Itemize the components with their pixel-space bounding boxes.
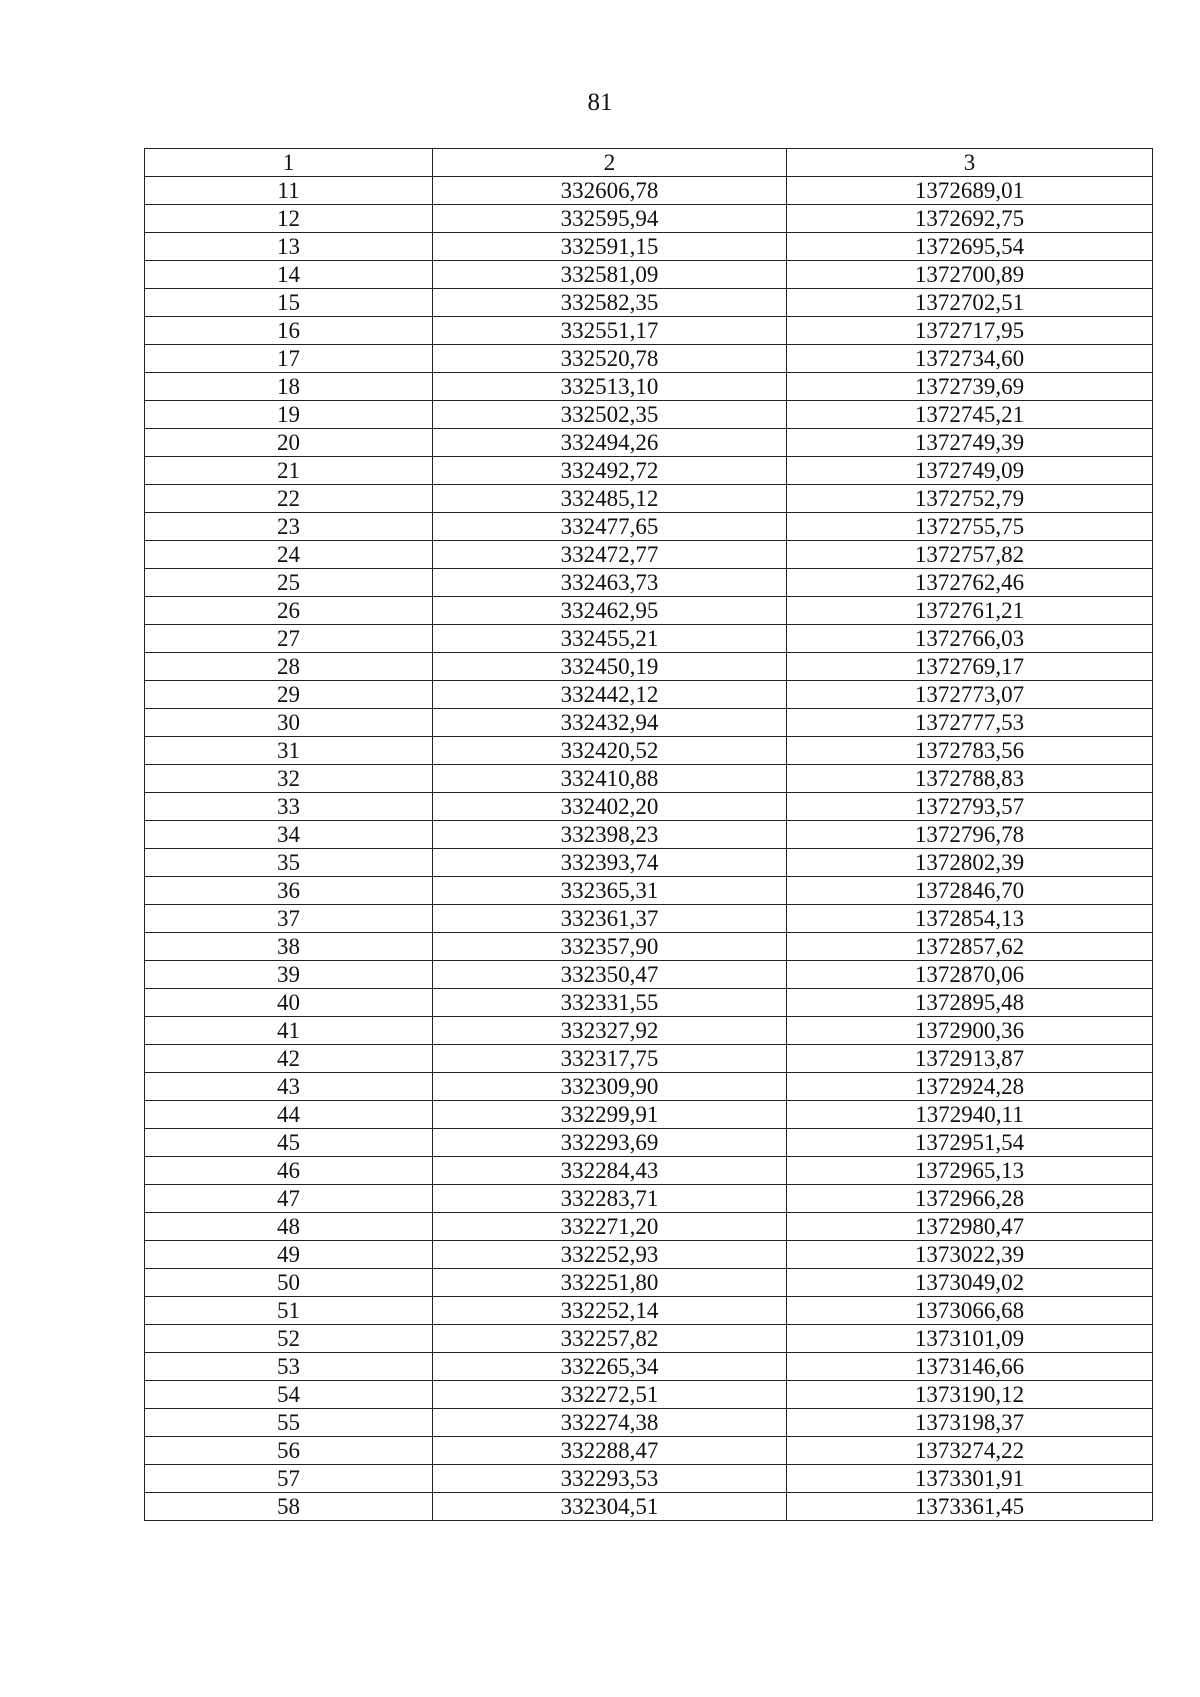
table-row	[145, 317, 1153, 345]
table-row	[145, 1073, 1153, 1101]
coordinate-y-cell: 1372773,07	[787, 681, 1153, 709]
coordinates-table	[144, 148, 1153, 1521]
table-row	[145, 1241, 1153, 1269]
table-row	[145, 821, 1153, 849]
table-row	[145, 793, 1153, 821]
table-row	[145, 345, 1153, 373]
coordinate-y-cell: 1373146,66	[787, 1353, 1153, 1381]
table-row	[145, 373, 1153, 401]
coordinate-y-cell: 1372796,78	[787, 821, 1153, 849]
point-number-cell: 57	[145, 1465, 433, 1493]
header-cell-2: 2	[433, 149, 787, 177]
point-number-cell: 44	[145, 1101, 433, 1129]
coordinate-y-cell: 1372752,79	[787, 485, 1153, 513]
coordinate-y-cell: 1372854,13	[787, 905, 1153, 933]
table-row	[145, 1325, 1153, 1353]
point-number-cell: 20	[145, 429, 433, 457]
coordinate-y-cell: 1372689,01	[787, 177, 1153, 205]
coordinate-y-cell: 1372745,21	[787, 401, 1153, 429]
table-row	[145, 1269, 1153, 1297]
coordinate-x-cell: 332551,17	[433, 317, 787, 345]
coordinate-x-cell: 332513,10	[433, 373, 787, 401]
coordinate-y-cell: 1372766,03	[787, 625, 1153, 653]
coordinate-x-cell: 332293,53	[433, 1465, 787, 1493]
table-row	[145, 877, 1153, 905]
coordinate-x-cell: 332581,09	[433, 261, 787, 289]
coordinate-x-cell: 332288,47	[433, 1437, 787, 1465]
point-number-cell: 50	[145, 1269, 433, 1297]
coordinate-y-cell: 1372769,17	[787, 653, 1153, 681]
coordinate-y-cell: 1373101,09	[787, 1325, 1153, 1353]
coordinate-x-cell: 332274,38	[433, 1409, 787, 1437]
coordinate-y-cell: 1372951,54	[787, 1129, 1153, 1157]
point-number-cell: 12	[145, 205, 433, 233]
coordinate-y-cell: 1372749,39	[787, 429, 1153, 457]
table-row	[145, 1101, 1153, 1129]
point-number-cell: 42	[145, 1045, 433, 1073]
coordinate-x-cell: 332252,14	[433, 1297, 787, 1325]
point-number-cell: 28	[145, 653, 433, 681]
coordinate-y-cell: 1372940,11	[787, 1101, 1153, 1129]
point-number-cell: 39	[145, 961, 433, 989]
table-row	[145, 177, 1153, 205]
coordinate-x-cell: 332365,31	[433, 877, 787, 905]
coordinate-y-cell: 1372783,56	[787, 737, 1153, 765]
coordinate-y-cell: 1372757,82	[787, 541, 1153, 569]
coordinate-x-cell: 332502,35	[433, 401, 787, 429]
coordinate-x-cell: 332283,71	[433, 1185, 787, 1213]
coordinate-x-cell: 332271,20	[433, 1213, 787, 1241]
point-number-cell: 15	[145, 289, 433, 317]
coordinate-x-cell: 332304,51	[433, 1493, 787, 1521]
coordinate-y-cell: 1372734,60	[787, 345, 1153, 373]
coordinate-y-cell: 1373198,37	[787, 1409, 1153, 1437]
table-row	[145, 1353, 1153, 1381]
coordinate-y-cell: 1372913,87	[787, 1045, 1153, 1073]
table-row	[145, 289, 1153, 317]
point-number-cell: 31	[145, 737, 433, 765]
coordinate-y-cell: 1372900,36	[787, 1017, 1153, 1045]
coordinate-y-cell: 1373049,02	[787, 1269, 1153, 1297]
coordinate-x-cell: 332450,19	[433, 653, 787, 681]
table-row	[145, 1045, 1153, 1073]
point-number-cell: 38	[145, 933, 433, 961]
coordinate-x-cell: 332361,37	[433, 905, 787, 933]
point-number-cell: 14	[145, 261, 433, 289]
table-row	[145, 905, 1153, 933]
table-row	[145, 653, 1153, 681]
coordinate-x-cell: 332595,94	[433, 205, 787, 233]
table-row	[145, 681, 1153, 709]
table-row	[145, 1493, 1153, 1521]
table-row	[145, 709, 1153, 737]
table-row	[145, 625, 1153, 653]
table-header-row	[145, 149, 1153, 177]
coordinate-x-cell: 332432,94	[433, 709, 787, 737]
coordinate-y-cell: 1373361,45	[787, 1493, 1153, 1521]
point-number-cell: 46	[145, 1157, 433, 1185]
table-row	[145, 1465, 1153, 1493]
coordinate-y-cell: 1372717,95	[787, 317, 1153, 345]
point-number-cell: 18	[145, 373, 433, 401]
point-number-cell: 41	[145, 1017, 433, 1045]
coordinate-y-cell: 1372966,28	[787, 1185, 1153, 1213]
table-row	[145, 1409, 1153, 1437]
coordinate-x-cell: 332265,34	[433, 1353, 787, 1381]
coordinate-y-cell: 1373301,91	[787, 1465, 1153, 1493]
coordinate-y-cell: 1372895,48	[787, 989, 1153, 1017]
coordinate-y-cell: 1373274,22	[787, 1437, 1153, 1465]
coordinate-x-cell: 332494,26	[433, 429, 787, 457]
coordinate-y-cell: 1372700,89	[787, 261, 1153, 289]
coordinate-y-cell: 1372924,28	[787, 1073, 1153, 1101]
point-number-cell: 53	[145, 1353, 433, 1381]
point-number-cell: 51	[145, 1297, 433, 1325]
coordinate-x-cell: 332331,55	[433, 989, 787, 1017]
table-row	[145, 737, 1153, 765]
coordinate-y-cell: 1373066,68	[787, 1297, 1153, 1325]
point-number-cell: 52	[145, 1325, 433, 1353]
table-row	[145, 401, 1153, 429]
table-row	[145, 849, 1153, 877]
point-number-cell: 34	[145, 821, 433, 849]
coordinate-y-cell: 1372761,21	[787, 597, 1153, 625]
point-number-cell: 16	[145, 317, 433, 345]
coordinate-y-cell: 1373022,39	[787, 1241, 1153, 1269]
coordinate-x-cell: 332251,80	[433, 1269, 787, 1297]
coordinate-x-cell: 332398,23	[433, 821, 787, 849]
coordinate-x-cell: 332293,69	[433, 1129, 787, 1157]
coordinate-x-cell: 332252,93	[433, 1241, 787, 1269]
coordinate-y-cell: 1372857,62	[787, 933, 1153, 961]
coordinate-x-cell: 332591,15	[433, 233, 787, 261]
point-number-cell: 32	[145, 765, 433, 793]
point-number-cell: 30	[145, 709, 433, 737]
table-row	[145, 933, 1153, 961]
coordinate-y-cell: 1372846,70	[787, 877, 1153, 905]
point-number-cell: 35	[145, 849, 433, 877]
coordinate-x-cell: 332299,91	[433, 1101, 787, 1129]
table-row	[145, 1129, 1153, 1157]
point-number-cell: 54	[145, 1381, 433, 1409]
coordinate-y-cell: 1372793,57	[787, 793, 1153, 821]
point-number-cell: 27	[145, 625, 433, 653]
point-number-cell: 47	[145, 1185, 433, 1213]
coordinate-y-cell: 1372702,51	[787, 289, 1153, 317]
point-number-cell: 40	[145, 989, 433, 1017]
coordinate-y-cell: 1372965,13	[787, 1157, 1153, 1185]
coordinate-y-cell: 1372788,83	[787, 765, 1153, 793]
table-row	[145, 597, 1153, 625]
point-number-cell: 43	[145, 1073, 433, 1101]
point-number-cell: 22	[145, 485, 433, 513]
coordinate-x-cell: 332582,35	[433, 289, 787, 317]
point-number-cell: 58	[145, 1493, 433, 1521]
table-row	[145, 1381, 1153, 1409]
coordinate-y-cell: 1372870,06	[787, 961, 1153, 989]
table-row	[145, 205, 1153, 233]
coordinate-x-cell: 332284,43	[433, 1157, 787, 1185]
coordinate-y-cell: 1372777,53	[787, 709, 1153, 737]
point-number-cell: 49	[145, 1241, 433, 1269]
point-number-cell: 21	[145, 457, 433, 485]
coordinate-x-cell: 332317,75	[433, 1045, 787, 1073]
coordinate-x-cell: 332357,90	[433, 933, 787, 961]
table-row	[145, 1437, 1153, 1465]
coordinate-y-cell: 1372980,47	[787, 1213, 1153, 1241]
point-number-cell: 45	[145, 1129, 433, 1157]
point-number-cell: 23	[145, 513, 433, 541]
table-row	[145, 541, 1153, 569]
point-number-cell: 11	[145, 177, 433, 205]
table-row	[145, 457, 1153, 485]
point-number-cell: 17	[145, 345, 433, 373]
coordinate-y-cell: 1372749,09	[787, 457, 1153, 485]
coordinate-y-cell: 1372695,54	[787, 233, 1153, 261]
point-number-cell: 29	[145, 681, 433, 709]
table-row	[145, 1213, 1153, 1241]
point-number-cell: 24	[145, 541, 433, 569]
coordinate-x-cell: 332402,20	[433, 793, 787, 821]
table-row	[145, 1157, 1153, 1185]
coordinate-x-cell: 332393,74	[433, 849, 787, 877]
table-row	[145, 485, 1153, 513]
coordinate-x-cell: 332272,51	[433, 1381, 787, 1409]
point-number-cell: 26	[145, 597, 433, 625]
coordinate-x-cell: 332455,21	[433, 625, 787, 653]
coordinate-x-cell: 332410,88	[433, 765, 787, 793]
point-number-cell: 36	[145, 877, 433, 905]
coordinate-x-cell: 332492,72	[433, 457, 787, 485]
coordinate-x-cell: 332520,78	[433, 345, 787, 373]
coordinate-x-cell: 332442,12	[433, 681, 787, 709]
coordinate-x-cell: 332477,65	[433, 513, 787, 541]
coordinate-y-cell: 1372692,75	[787, 205, 1153, 233]
point-number-cell: 13	[145, 233, 433, 261]
coordinate-y-cell: 1372755,75	[787, 513, 1153, 541]
point-number-cell: 55	[145, 1409, 433, 1437]
table-row	[145, 569, 1153, 597]
coordinate-y-cell: 1373190,12	[787, 1381, 1153, 1409]
coordinate-x-cell: 332309,90	[433, 1073, 787, 1101]
table-row	[145, 233, 1153, 261]
coordinate-x-cell: 332420,52	[433, 737, 787, 765]
coordinate-x-cell: 332257,82	[433, 1325, 787, 1353]
table-row	[145, 989, 1153, 1017]
point-number-cell: 56	[145, 1437, 433, 1465]
point-number-cell: 25	[145, 569, 433, 597]
point-number-cell: 33	[145, 793, 433, 821]
coordinate-x-cell: 332462,95	[433, 597, 787, 625]
coordinate-x-cell: 332327,92	[433, 1017, 787, 1045]
table-row	[145, 961, 1153, 989]
header-cell-3: 3	[787, 149, 1153, 177]
coordinates-table-body	[145, 149, 1153, 1521]
coordinate-x-cell: 332350,47	[433, 961, 787, 989]
coordinate-x-cell: 332463,73	[433, 569, 787, 597]
coordinate-x-cell: 332485,12	[433, 485, 787, 513]
coordinate-x-cell: 332606,78	[433, 177, 787, 205]
point-number-cell: 48	[145, 1213, 433, 1241]
table-row	[145, 1297, 1153, 1325]
point-number-cell: 37	[145, 905, 433, 933]
coordinate-y-cell: 1372802,39	[787, 849, 1153, 877]
table-row	[145, 261, 1153, 289]
table-row	[145, 1185, 1153, 1213]
point-number-cell: 19	[145, 401, 433, 429]
page-number: 81	[587, 89, 613, 116]
table-row	[145, 513, 1153, 541]
table-row	[145, 429, 1153, 457]
coordinate-y-cell: 1372762,46	[787, 569, 1153, 597]
coordinate-y-cell: 1372739,69	[787, 373, 1153, 401]
table-row	[145, 765, 1153, 793]
table-row	[145, 1017, 1153, 1045]
header-cell-1: 1	[145, 149, 433, 177]
coordinate-x-cell: 332472,77	[433, 541, 787, 569]
